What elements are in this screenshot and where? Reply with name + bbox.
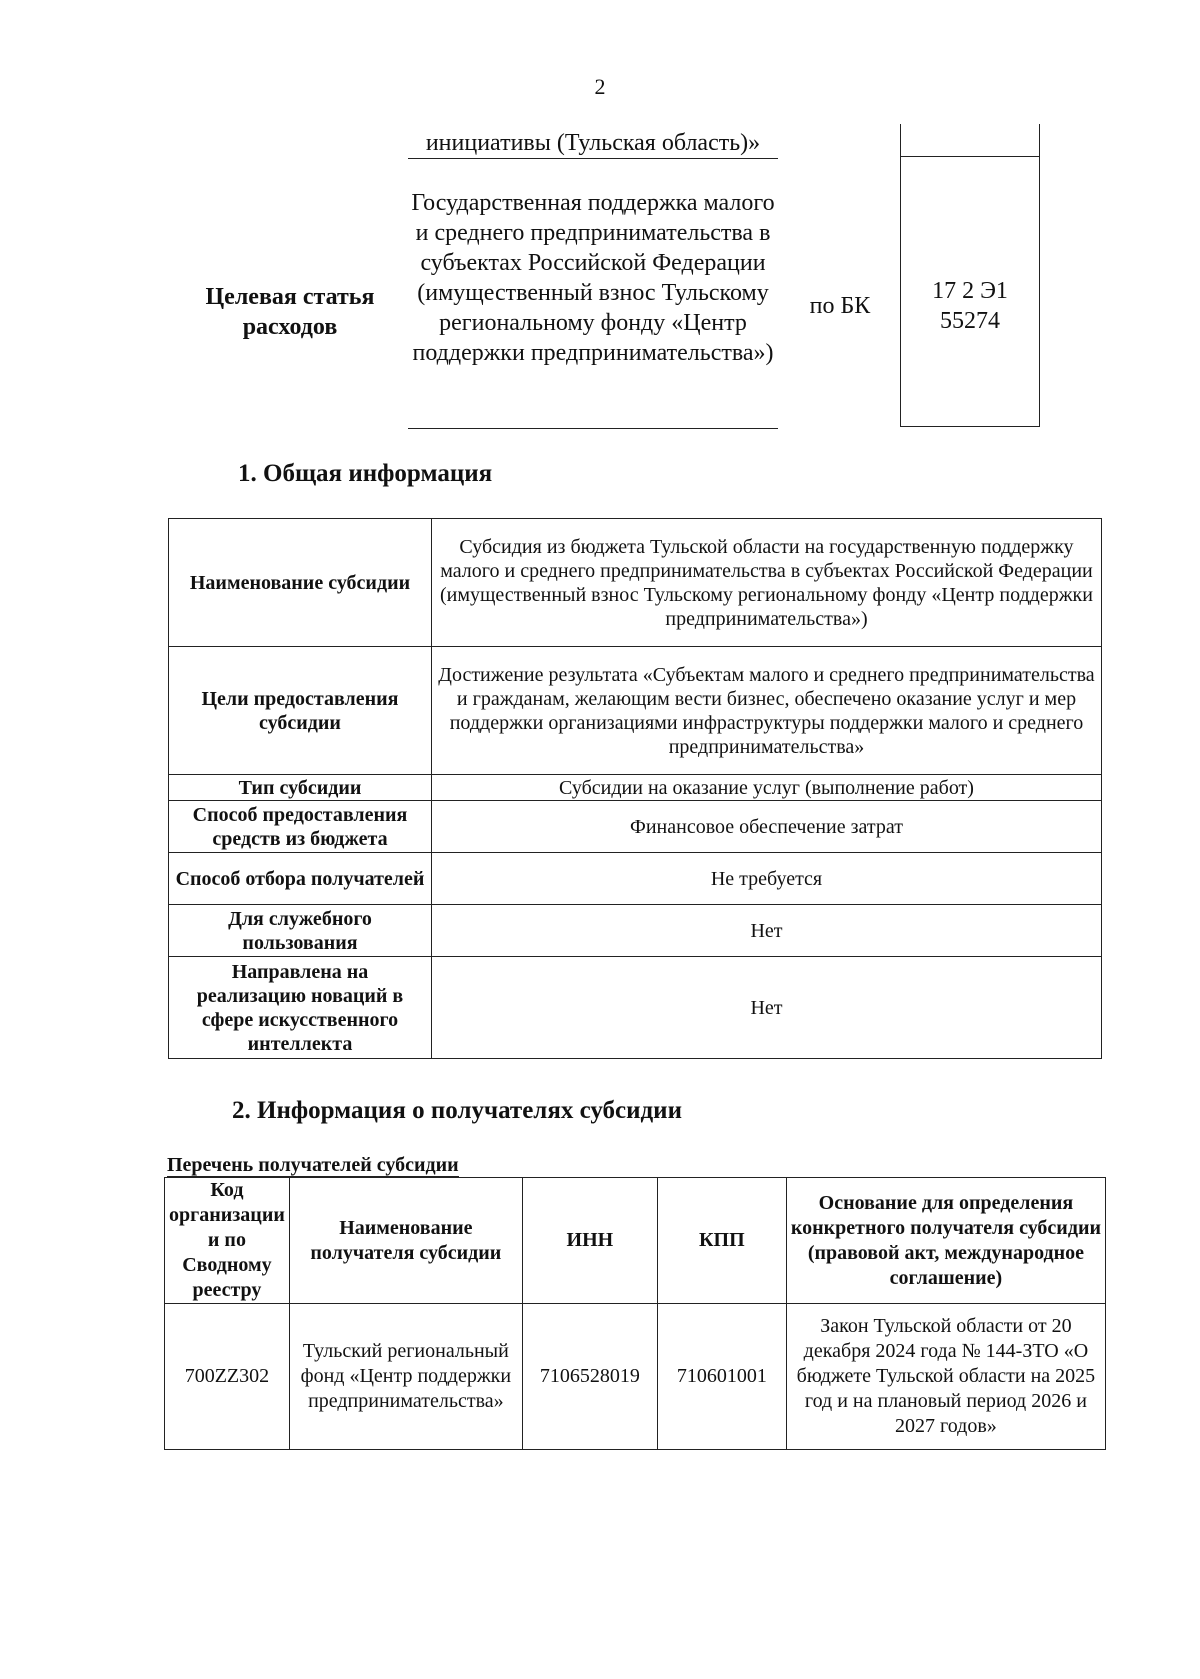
general-info-table (168, 518, 1102, 1059)
table-row (169, 853, 1102, 905)
bk-label: по БК (809, 293, 871, 319)
table-header-row (165, 1178, 1106, 1304)
column-header: Код организации и по Сводному реестру (165, 1178, 290, 1304)
table-row (169, 519, 1102, 647)
row-value: Нет (432, 957, 1102, 1059)
cell-name: Тульский региональный фонд «Центр поддержки предпринимательства» (289, 1304, 522, 1450)
bk-code-line2: 55274 (940, 308, 1000, 334)
column-header: Основание для определения конкретного получателя субсидии (правовой акт, международное соглашение) (786, 1178, 1105, 1304)
bk-code (901, 276, 1039, 336)
target-article-label: Целевая статья расходов (205, 284, 375, 340)
row-label: Способ отбора получателей (169, 853, 432, 905)
column-header: ИНН (522, 1178, 657, 1304)
section1-title: 1. Общая информация (238, 460, 493, 487)
section2-heading (232, 1097, 682, 1125)
column-header: КПП (657, 1178, 786, 1304)
table-row (165, 1304, 1106, 1450)
row-value: Достижение результата «Субъектам малого и среднего предпринимательства и гражданам, желающим вести бизнес, обеспечено оказание услуг и мер поддержки организациями инфраструктуры поддержки малого и среднего предпринимательства» (432, 647, 1102, 775)
bk-code-box (900, 124, 1040, 427)
row-label: Наименование субсидии (169, 519, 432, 647)
section1-heading (238, 460, 492, 488)
row-value: Субсидии на оказание услуг (выполнение работ) (432, 775, 1102, 801)
row-value: Нет (432, 905, 1102, 957)
cell-kpp: 710601001 (657, 1304, 786, 1450)
target-article-description: Государственная поддержка малого и среднего предпринимательства в субъектах Российской Федерации (имущественный взнос Тульскому региональному фонду «Центр поддержки предпринимательства») (408, 188, 778, 429)
table-row (169, 647, 1102, 775)
bk-code-line1: 17 2 Э1 (932, 278, 1008, 304)
row-label: Тип субсидии (169, 775, 432, 801)
table-row (169, 801, 1102, 853)
table-row (169, 775, 1102, 801)
recipients-table (164, 1177, 1106, 1450)
row-label: Направлена на реализацию новаций в сфере искусственного интеллекта (169, 957, 432, 1059)
cell-code: 700ZZ302 (165, 1304, 290, 1450)
row-value: Не требуется (432, 853, 1102, 905)
page-number: 2 (594, 74, 606, 99)
cell-inn: 7106528019 (522, 1304, 657, 1450)
table-row (169, 957, 1102, 1059)
table-row (169, 905, 1102, 957)
row-label: Для служебного пользования (169, 905, 432, 957)
row-label: Цели предоставления субсидии (169, 647, 432, 775)
cell-basis: Закон Тульской области от 20 декабря 2024 года № 144-ЗТО «О бюджете Тульской области на 2025 год и на плановый период 2026 и 2027 годов» (786, 1304, 1105, 1450)
code-box-divider (901, 156, 1039, 157)
section2-title: 2. Информация о получателях субсидии (232, 1097, 682, 1124)
column-header: Наименование получателя субсидии (289, 1178, 522, 1304)
program-title-tail: инициативы (Тульская область)» (408, 128, 778, 159)
recipients-list-caption: Перечень получателей субсидии (167, 1154, 459, 1176)
row-value: Субсидия из бюджета Тульской области на государственную поддержку малого и среднего предпринимательства в субъектах Российской Федерации (имущественный взнос Тульскому региональному фонду «Центр поддержки предпринимательства») (432, 519, 1102, 647)
row-label: Способ предоставления средств из бюджета (169, 801, 432, 853)
row-value: Финансовое обеспечение затрат (432, 801, 1102, 853)
